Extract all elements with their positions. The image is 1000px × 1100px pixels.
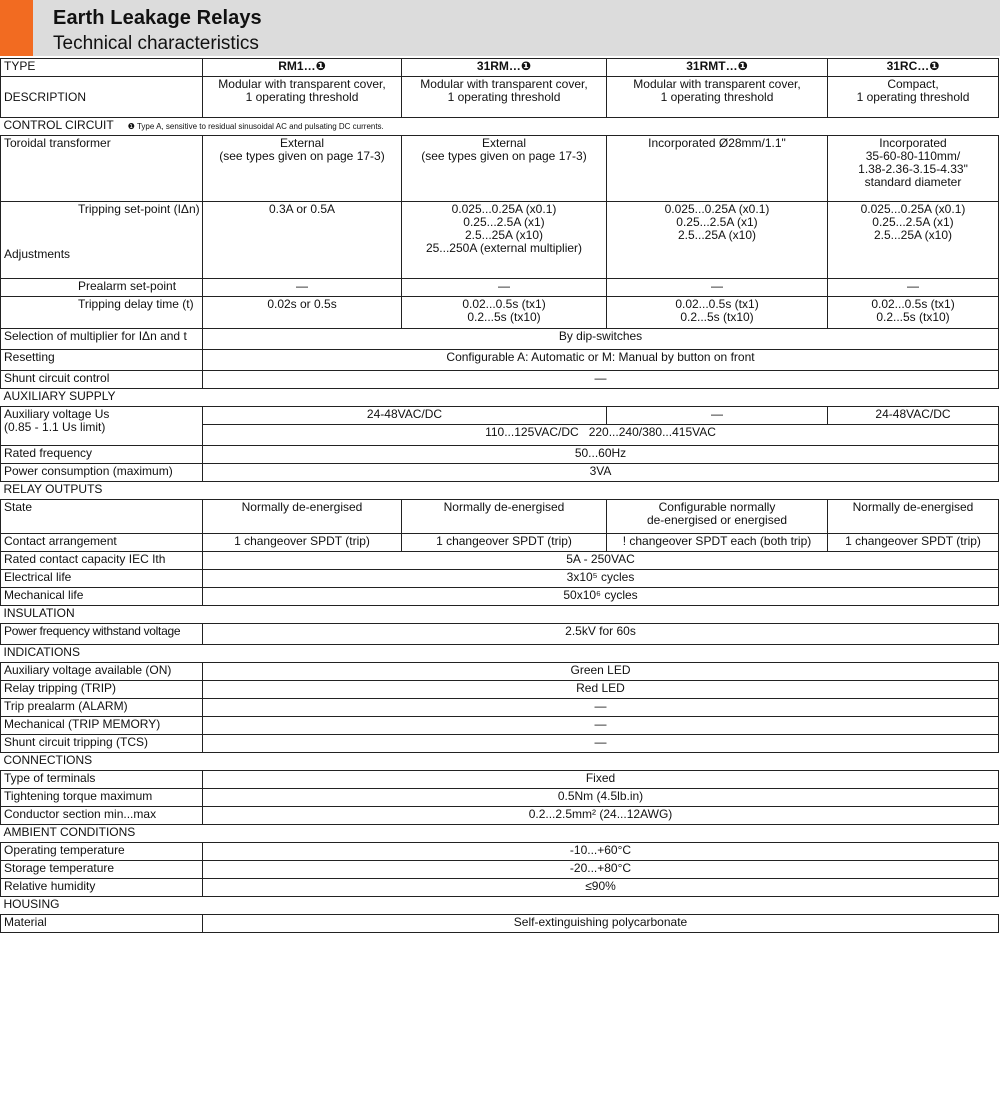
indication-value: —	[203, 699, 999, 717]
state-rm1: Normally de-energised	[203, 500, 402, 534]
ambient-row	[1, 861, 999, 879]
capacity-row	[1, 552, 999, 570]
indication-row	[1, 717, 999, 735]
connections-section	[1, 753, 999, 771]
insulation-label: Power frequency withstand voltage	[1, 624, 203, 645]
indication-value: —	[203, 717, 999, 735]
indication-value: Green LED	[203, 663, 999, 681]
selection-row	[1, 329, 999, 350]
contact-31rmt: ! changeover SPDT each (both trip)	[607, 534, 828, 552]
delay-31rm: 0.02...0.5s (tx1) 0.2...5s (tx10)	[402, 297, 607, 329]
electrical-life-value: 3x10⁵ cycles	[203, 570, 999, 588]
contact-31rm: 1 changeover SPDT (trip)	[402, 534, 607, 552]
section-heading: CONTROL CIRCUIT ❶ Type A, sensitive to residual sinusoidal AC and pulsating DC currents.	[1, 118, 999, 136]
section-heading: CONNECTIONS	[1, 753, 999, 771]
page-title: Earth Leakage Relays	[53, 7, 262, 29]
indications-section	[1, 645, 999, 663]
section-heading: RELAY OUTPUTS	[1, 482, 999, 500]
capacity-label: Rated contact capacity IEC Ith	[1, 552, 203, 570]
connection-value: 0.2...2.5mm² (24...12AWG)	[203, 807, 999, 825]
contact-rm1: 1 changeover SPDT (trip)	[203, 534, 402, 552]
indication-value: —	[203, 735, 999, 753]
relay-outputs-section	[1, 482, 999, 500]
toroidal-row	[1, 136, 999, 202]
ambient-label: Relative humidity	[1, 879, 203, 897]
aux-voltage-all: 110...125VAC/DC 220...240/380...415VAC	[203, 425, 999, 446]
insulation-section	[1, 606, 999, 624]
type-rm1: RM1…❶	[203, 59, 402, 77]
power-consumption-row	[1, 464, 999, 482]
housing-value: Self-extinguishing polycarbonate	[203, 915, 999, 933]
rated-frequency-value: 50...60Hz	[203, 446, 999, 464]
housing-section	[1, 897, 999, 915]
aux-voltage-row-1	[1, 407, 999, 425]
state-31rc: Normally de-energised	[828, 500, 999, 534]
shunt-control-value: —	[203, 371, 999, 389]
shunt-control-label: Shunt circuit control	[1, 371, 203, 389]
connection-row	[1, 789, 999, 807]
toroidal-31rm: External (see types given on page 17-3)	[402, 136, 607, 202]
prealarm-31rm: —	[402, 279, 607, 297]
resetting-label: Resetting	[1, 350, 203, 371]
connection-label: Tightening torque maximum	[1, 789, 203, 807]
section-heading: INDICATIONS	[1, 645, 999, 663]
adjustments-label-cell	[1, 202, 203, 279]
rated-frequency-label: Rated frequency	[1, 446, 203, 464]
prealarm-31rc: —	[828, 279, 999, 297]
power-consumption-value: 3VA	[203, 464, 999, 482]
orange-accent-bar	[0, 0, 33, 56]
rated-frequency-row	[1, 446, 999, 464]
state-31rmt: Configurable normally de-energised or energised	[607, 500, 828, 534]
capacity-value: 5A - 250VAC	[203, 552, 999, 570]
prealarm-label: Prealarm set-point	[1, 279, 203, 297]
ambient-label: Operating temperature	[1, 843, 203, 861]
aux-voltage-rm-group: 24-48VAC/DC	[203, 407, 607, 425]
description-label: DESCRIPTION	[1, 77, 203, 118]
delay-rm1: 0.02s or 0.5s	[203, 297, 402, 329]
resetting-value: Configurable A: Automatic or M: Manual by button on front	[203, 350, 999, 371]
description-row	[1, 77, 999, 118]
page-header	[0, 0, 1000, 56]
setpoint-rm1: 0.3A or 0.5A	[203, 202, 402, 279]
description-rm1: Modular with transparent cover, 1 operating threshold	[203, 77, 402, 118]
insulation-row	[1, 624, 999, 645]
toroidal-rm1: External (see types given on page 17-3)	[203, 136, 402, 202]
section-heading: AUXILIARY SUPPLY	[1, 389, 999, 407]
connection-value: Fixed	[203, 771, 999, 789]
section-heading: HOUSING	[1, 897, 999, 915]
adjustments-label: Adjustments	[4, 247, 71, 261]
aux-voltage-label: Auxiliary voltage Us (0.85 - 1.1 Us limit)	[1, 407, 203, 446]
indication-row	[1, 699, 999, 717]
tripping-setpoint-label: Tripping set-point (IΔn)	[78, 202, 200, 216]
insulation-value: 2.5kV for 60s	[203, 624, 999, 645]
section-heading: INSULATION	[1, 606, 999, 624]
setpoint-31rmt: 0.025...0.25A (x0.1) 0.25...2.5A (x1) 2.5...25A (x10)	[607, 202, 828, 279]
connection-label: Type of terminals	[1, 771, 203, 789]
state-31rm: Normally de-energised	[402, 500, 607, 534]
type-label: TYPE	[1, 59, 203, 77]
shunt-control-row	[1, 371, 999, 389]
prealarm-rm1: —	[203, 279, 402, 297]
ambient-value: -20...+80°C	[203, 861, 999, 879]
indication-label: Auxiliary voltage available (ON)	[1, 663, 203, 681]
indication-value: Red LED	[203, 681, 999, 699]
ambient-label: Storage temperature	[1, 861, 203, 879]
indication-label: Shunt circuit tripping (TCS)	[1, 735, 203, 753]
toroidal-31rc: Incorporated 35-60-80-110mm/ 1.38-2.36-3.15-4.33" standard diameter	[828, 136, 999, 202]
spec-table	[0, 58, 999, 933]
ambient-row	[1, 843, 999, 861]
indication-label: Trip prealarm (ALARM)	[1, 699, 203, 717]
contact-row	[1, 534, 999, 552]
contact-label: Contact arrangement	[1, 534, 203, 552]
housing-label: Material	[1, 915, 203, 933]
connection-row	[1, 807, 999, 825]
control-circuit-section	[1, 118, 999, 136]
description-31rc: Compact, 1 operating threshold	[828, 77, 999, 118]
type-31rmt: 31RMT…❶	[607, 59, 828, 77]
type-row	[1, 59, 999, 77]
type-31rc: 31RC…❶	[828, 59, 999, 77]
contact-31rc: 1 changeover SPDT (trip)	[828, 534, 999, 552]
resetting-row	[1, 350, 999, 371]
mechanical-life-label: Mechanical life	[1, 588, 203, 606]
aux-voltage-31rc: 24-48VAC/DC	[828, 407, 999, 425]
toroidal-31rmt: Incorporated Ø28mm/1.1"	[607, 136, 828, 202]
electrical-life-label: Electrical life	[1, 570, 203, 588]
delay-label: Tripping delay time (t)	[1, 297, 203, 329]
setpoint-31rm: 0.025...0.25A (x0.1) 0.25...2.5A (x1) 2.5...25A (x10) 25...250A (external multiplier)	[402, 202, 607, 279]
state-row	[1, 500, 999, 534]
ambient-section	[1, 825, 999, 843]
selection-value: By dip-switches	[203, 329, 999, 350]
connection-value: 0.5Nm (4.5lb.in)	[203, 789, 999, 807]
indication-row	[1, 663, 999, 681]
footnote: ❶ Type A, sensitive to residual sinusoidal AC and pulsating DC currents.	[127, 122, 384, 131]
setpoint-31rc: 0.025...0.25A (x0.1) 0.25...2.5A (x1) 2.5...25A (x10)	[828, 202, 999, 279]
type-31rm: 31RM…❶	[402, 59, 607, 77]
delay-row	[1, 297, 999, 329]
ambient-row	[1, 879, 999, 897]
ambient-value: -10...+60°C	[203, 843, 999, 861]
page-subtitle: Technical characteristics	[53, 33, 259, 54]
toroidal-label: Toroidal transformer	[1, 136, 203, 202]
indication-label: Relay tripping (TRIP)	[1, 681, 203, 699]
indication-label: Mechanical (TRIP MEMORY)	[1, 717, 203, 735]
connection-row	[1, 771, 999, 789]
mechanical-life-value: 50x10⁶ cycles	[203, 588, 999, 606]
aux-voltage-31rmt: —	[607, 407, 828, 425]
electrical-life-row	[1, 570, 999, 588]
state-label: State	[1, 500, 203, 534]
indication-row	[1, 735, 999, 753]
housing-row	[1, 915, 999, 933]
power-consumption-label: Power consumption (maximum)	[1, 464, 203, 482]
section-heading: AMBIENT CONDITIONS	[1, 825, 999, 843]
description-31rm: Modular with transparent cover, 1 operating threshold	[402, 77, 607, 118]
delay-31rmt: 0.02...0.5s (tx1) 0.2...5s (tx10)	[607, 297, 828, 329]
prealarm-row	[1, 279, 999, 297]
aux-supply-section	[1, 389, 999, 407]
tripping-setpoint-row	[1, 202, 999, 279]
connection-label: Conductor section min...max	[1, 807, 203, 825]
ambient-value: ≤90%	[203, 879, 999, 897]
indication-row	[1, 681, 999, 699]
prealarm-31rmt: —	[607, 279, 828, 297]
mechanical-life-row	[1, 588, 999, 606]
delay-31rc: 0.02...0.5s (tx1) 0.2...5s (tx10)	[828, 297, 999, 329]
description-31rmt: Modular with transparent cover, 1 operating threshold	[607, 77, 828, 118]
selection-label: Selection of multiplier for IΔn and t	[1, 329, 203, 350]
